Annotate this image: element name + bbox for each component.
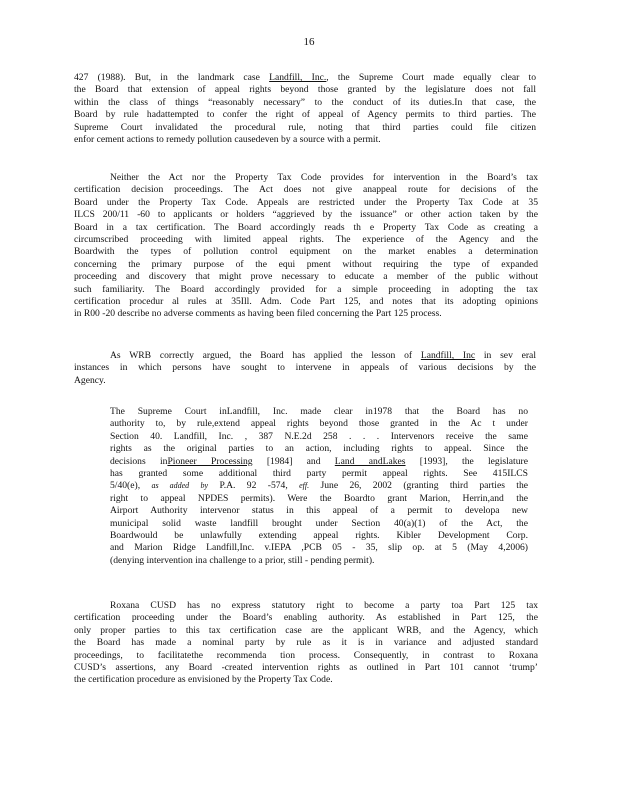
text-line: and Marion Ridge Landfill,Inc. v.IEPA ,PCB 05 - 35, slip op. at 5 (May 4,2006): [110, 542, 528, 554]
text-line: municipal solid waste landfill brought under Section 40(a)(1) of the Act, the: [110, 517, 528, 529]
page-number: 16: [303, 36, 315, 48]
paragraph-1: [74, 72, 536, 146]
text-line: Neither the Act nor the Property Tax Code provides for intervention in the Board’s tax: [110, 172, 538, 183]
block-quote: [110, 406, 528, 567]
text-line: The Supreme Court inLandfill, Inc. made clear in1978 that the Board has no: [110, 406, 528, 417]
case-name-landfill: Landfill, Inc: [420, 350, 476, 361]
text-line: Agency.: [74, 374, 106, 386]
text-line: decisions inPioneer Processing [1984] and Land andLakes [1993], the legislature: [110, 455, 528, 467]
text-line: certification decision proceedings. The Act does not give anappeal route for decisions of the: [74, 184, 538, 196]
case-name-pioneer: Pioneer Processing: [167, 455, 253, 467]
text-line: Boardwith the types of pollution control equipment on the market enables a determination: [74, 246, 538, 258]
text-line: Supreme Court invalidated the procedural rule, noting that third parties could file citizen: [74, 121, 536, 133]
paragraph-3: [74, 350, 536, 387]
text-line: enfor cement actions to remedy pollution causedeven by a source with a permit.: [74, 134, 381, 146]
text-line: such familiarity. The Board accordingly provided for a simple proceeding in adopting the tax: [74, 283, 538, 295]
text-line: certification procedur al rules at 35Ill. Adm. Code Part 125, and notes that its adopting opinions: [74, 296, 538, 308]
text-line: Board under the Property Tax Code. Appeals are restricted under the Property Tax Code at 35: [74, 196, 538, 208]
text-line: 5/40(e), as added by P.A. 92 -574, eff. June 26, 2002 (granting third parties the: [110, 480, 529, 492]
text-line: As WRB correctly argued, the Board has applied the lesson of Landfill, Inc in sev eral: [110, 350, 536, 361]
text-line: 427 (1988). But, in the landmark case Landfill, Inc., the Supreme Court made equally clear to: [74, 72, 537, 83]
text-line: certification proceeding under the Board’s enabling authority. As established in Part 125, the: [74, 612, 538, 624]
text-line: the certification procedure as envisioned by the Property Tax Code.: [74, 674, 333, 686]
text-line: Board by rule hadattempted to confer the right of appeal of Agency permits to third parties. The: [74, 109, 536, 121]
text-line: CUSD’s assertions, any Board -created intervention rights as outlined in Part 101 cannot ‘trump’: [74, 662, 538, 674]
text-line: in R00 -20 describe no adverse comments as having been filed concerning the Part 125 process.: [74, 308, 442, 320]
text-line: Board in a tax certification. The Board accordingly reads th e Property Tax Code as creating a: [74, 221, 538, 233]
text-line: proceeding and discovery that might prove necessary to educate a member of the public without: [74, 271, 538, 283]
paragraph-2: [74, 172, 538, 321]
text-line: authority to, by rule,extend appeal rights beyond those granted in the Ac t under: [110, 418, 528, 430]
text-line: concerning the primary purpose of the equi pment without requiring the type of expanded: [74, 258, 538, 270]
text-line: (denying intervention ina challenge to a prior, still - pending permit).: [110, 554, 375, 566]
text-line: proceedings, to facilitatethe recommenda tion process. Consequently, in contrast to Roxana: [74, 649, 538, 661]
case-name-land-and-lakes: Land andLakes: [334, 455, 406, 467]
text-line: only proper parties to this tax certification case are the applicant WRB, and the Agency, which: [74, 624, 538, 636]
case-name-landfill: Landfill, Inc.: [269, 72, 327, 83]
text-line: right to appeal NPDES permits). Were the Boardto grant Marion, Herrin,and the: [110, 492, 528, 504]
text-line: instances in which persons have sought to intervene in appeals of various decisions by the: [74, 362, 536, 374]
text-line: Roxana CUSD has no express statutory right to become a party toa Part 125 tax: [110, 600, 538, 611]
text-line: ILCS 200/11 -60 to applicants or holders “aggrieved by the issuance” or other action taken by the: [74, 209, 538, 221]
paragraph-5: [74, 600, 538, 687]
text-line: Section 40. Landfill, Inc. , 387 N.E.2d 258 . . . Intervenors receive the same: [110, 430, 528, 442]
text-line: circumscribed proceeding with limited appeal rights. The experience of the Agency and the: [74, 234, 538, 246]
text-line: rights as the original parties to an action, including rights to appeal. Since the: [110, 443, 528, 455]
text-line: has granted some additional third party permit appeal rights. See 415ILCS: [110, 468, 528, 480]
text-line: within the class of things “reasonably necessary” to the conduct of its duties.In that case, the: [74, 96, 536, 108]
text-line: Airport Authority intervenor status in this appeal of a permit to developa new: [110, 505, 528, 517]
text-line: the Board that extension of appeal rights beyond those granted by the legislature does not fall: [74, 84, 536, 96]
text-line: the Board has made a nominal party by rule as it is in variance and adjusted standard: [74, 637, 538, 649]
text-line: Boardwould be unlawfully extending appeal rights. Kibler Development Corp.: [110, 530, 528, 542]
